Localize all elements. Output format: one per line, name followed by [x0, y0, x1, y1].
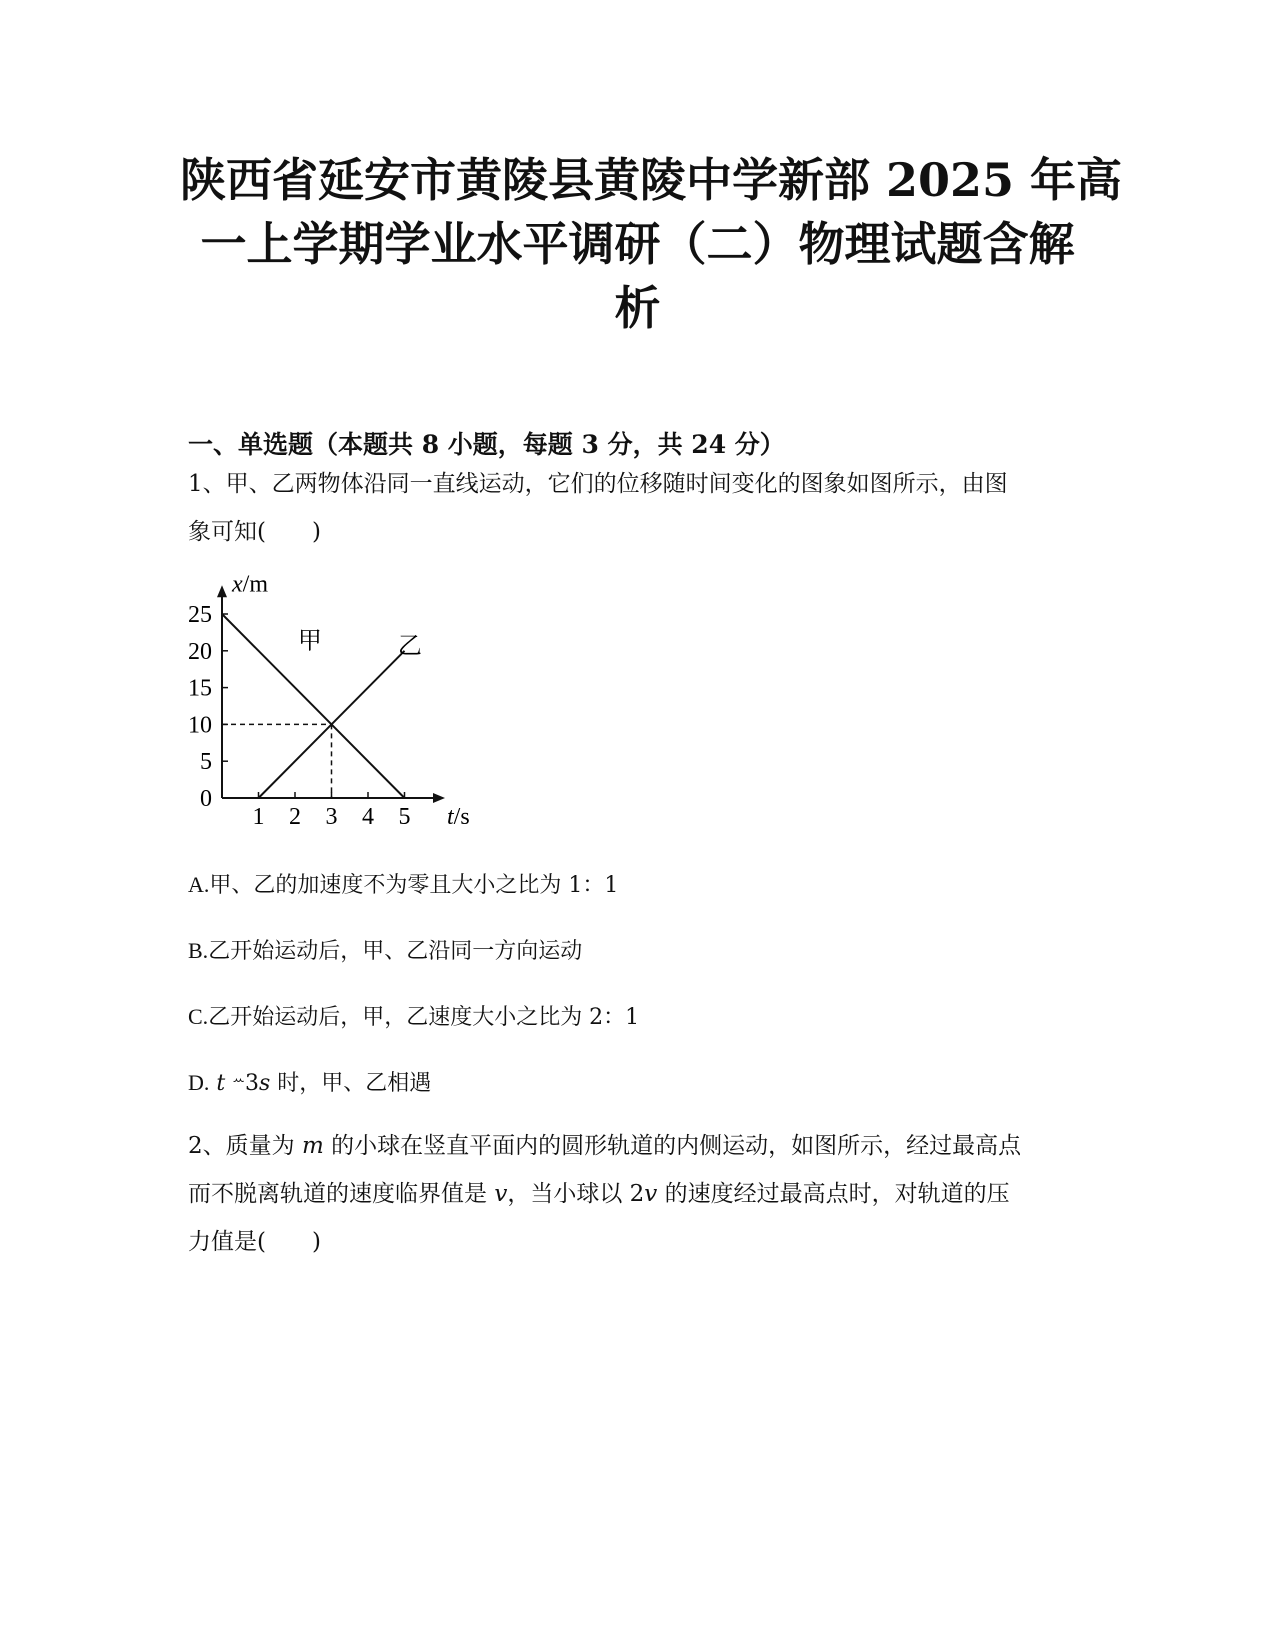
y-axis-label: x/m	[232, 571, 268, 598]
q1-stem-line-1: 1、甲、乙两物体沿同一直线运动，它们的位移随时间变化的图象如图所示，由图	[188, 471, 1008, 497]
option-a-text: 甲、乙的加速度不为零且大小之比为 1：1	[209, 873, 619, 898]
q2-line-3: 力值是( )	[188, 1229, 321, 1255]
x-axis	[222, 793, 445, 803]
option-d-value: 3	[244, 1071, 259, 1096]
title-line-2: 一上学期学业水平调研（二）物理试题含解	[200, 217, 1075, 271]
series-layer	[222, 614, 422, 798]
q2-var-2v: v	[644, 1181, 658, 1207]
option-b[interactable]	[188, 934, 582, 965]
q2-line-2	[188, 1170, 1088, 1218]
q2-line2-after: 的速度经过最高点时，对轨道的压	[657, 1181, 1010, 1207]
y-tick-label: 15	[188, 675, 212, 702]
q2-line-1	[188, 1122, 1088, 1170]
x-axis-arrow	[433, 793, 445, 803]
question-2-stem	[188, 1122, 1088, 1266]
title-line-3: 析	[614, 281, 661, 335]
q2-var-v: v	[494, 1181, 508, 1207]
x-tick-label: 1	[252, 804, 265, 830]
x-tick-label: 3	[325, 804, 338, 830]
xt-graph	[180, 571, 500, 850]
question-1-stem	[188, 460, 1088, 556]
option-c-letter: C.	[188, 1004, 209, 1029]
document-title	[180, 148, 1123, 340]
y-tick-label: 5	[200, 749, 212, 776]
y-tick-label: 10	[188, 712, 212, 739]
option-d-text: 时，甲、乙相遇	[277, 1071, 432, 1096]
option-a-letter: A.	[188, 872, 210, 897]
series-label: 甲	[297, 628, 322, 655]
q2-line2-mid: ，当小球以 2	[507, 1181, 645, 1207]
option-b-letter: B.	[188, 938, 209, 963]
x-tick-label: 5	[398, 804, 411, 830]
title-line-1: 陕西省延安市黄陵县黄陵中学新部 2025 年高	[180, 153, 1123, 207]
q1-stem-line-2: 象可知( )	[188, 519, 321, 545]
option-c[interactable]	[188, 1000, 639, 1031]
x-axis-label: t/s	[447, 804, 470, 830]
option-d-symbol: ꕀ	[232, 1072, 245, 1088]
option-d[interactable]	[188, 1066, 431, 1097]
option-a[interactable]	[188, 868, 618, 899]
series-label: 乙	[397, 633, 422, 660]
x-tick-label: 4	[362, 804, 374, 830]
section-heading: 一、单选题（本题共 8 小题，每题 3 分，共 24 分）	[188, 430, 785, 459]
y-axis-arrow	[217, 585, 227, 597]
x-tick-label: 2	[289, 804, 301, 830]
y-tick-label: 20	[188, 638, 212, 665]
q2-line1-before: 2、质量为	[188, 1133, 302, 1159]
y-tick-label: 25	[188, 602, 212, 628]
option-c-text: 乙开始运动后，甲，乙速度大小之比为 2：1	[208, 1005, 640, 1030]
option-d-unit: s	[258, 1071, 271, 1096]
q2-var-m: m	[301, 1133, 324, 1159]
y-tick-label: 0	[200, 786, 212, 812]
q2-line2-before: 而不脱离轨道的速度临界值是	[188, 1181, 495, 1207]
option-d-letter: D.	[188, 1070, 210, 1095]
option-b-text: 乙开始运动后，甲、乙沿同一方向运动	[208, 939, 583, 964]
q2-line1-after: 的小球在竖直平面内的圆形轨道的内侧运动，如图所示，经过最高点	[323, 1133, 1022, 1159]
annotation-layer	[222, 724, 332, 798]
option-d-var: t	[216, 1071, 226, 1096]
